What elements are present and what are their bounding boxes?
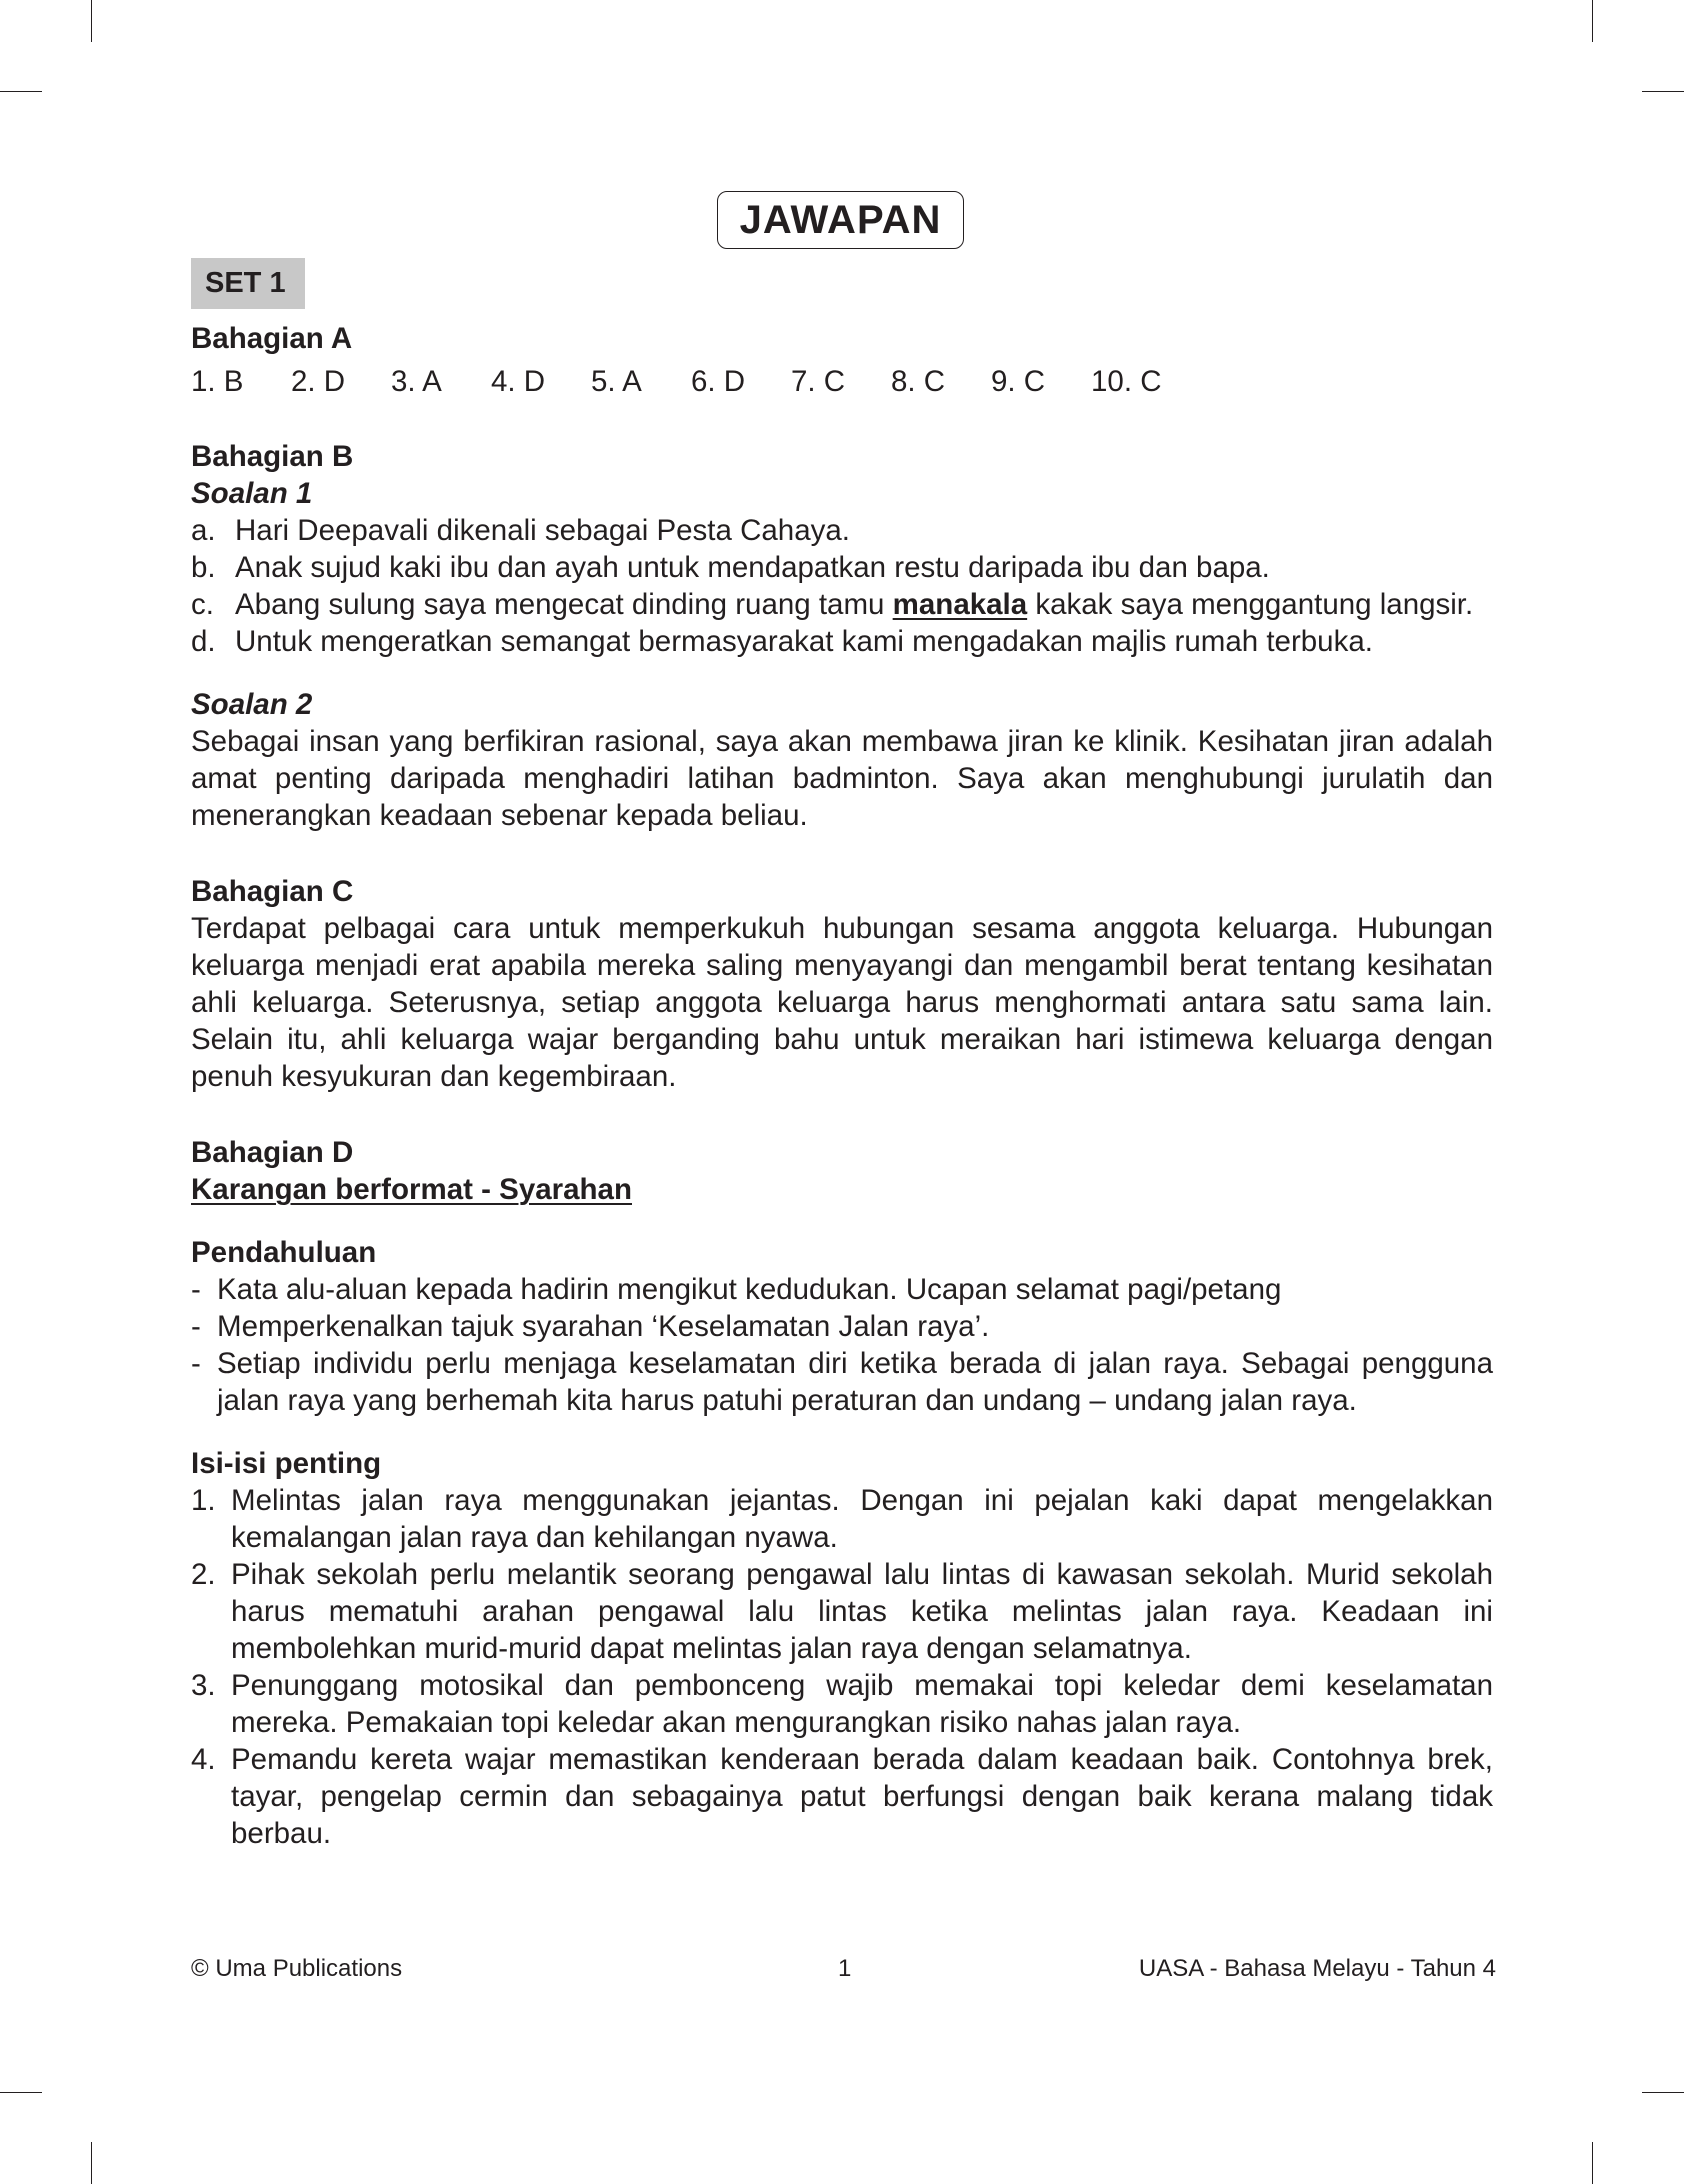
item-text: Kata alu-aluan kepada hadirin mengikut kedudukan. Ucapan selamat pagi/petang [217,1273,1282,1306]
item-label: 1. [191,1484,216,1517]
answer-item: 3. A [391,365,442,398]
bahagian-d-heading: Bahagian D [191,1136,354,1169]
dash-bullet: - [191,1347,201,1380]
list-item [191,1556,1493,1667]
footer-publisher: © Uma Publications [191,1955,403,1982]
item-text: Hari Deepavali dikenali sebagai Pesta Cahaya. [235,514,850,547]
crop-mark [91,0,92,42]
list-item [191,1741,1493,1852]
answer-item: 7. C [791,365,846,398]
page-title: JAWAPAN [717,191,964,249]
answer-item: 2. D [291,365,346,398]
bahagian-c-text: Terdapat pelbagai cara untuk memperkukuh hubungan sesama anggota keluarga. Hubungan keluarga menjadi erat apabila mereka saling menyayangi dan mengambil berat tentang kesihatan ahli keluarga. Seterusnya, setiap anggota keluarga harus menghormati antara satu sama lain. Selain itu, ahli keluarga wajar berganding bahu untuk meraikan hari istimewa keluarga dengan penuh kesyukuran dan kegembiraan. [191,912,1493,1093]
set-badge: SET 1 [191,258,305,309]
bahagian-a-answers [191,363,1493,400]
answer-item: 1. B [191,365,244,398]
crop-mark [0,2092,42,2093]
answer-item: 10. C [1091,365,1162,398]
item-text: Pemandu kereta wajar memastikan kenderaan berada dalam keadaan baik. Contohnya brek, tayar, pengelap cermin dan sebagainya patut berfungsi dengan baik kerana malang tidak berbau. [231,1743,1493,1850]
underlined-word: manakala [892,588,1028,621]
list-item [191,1271,1493,1308]
crop-mark [0,91,42,92]
soalan-2-text: Sebagai insan yang berfikiran rasional, saya akan membawa jiran ke klinik. Kesihatan jiran adalah amat penting daripada menghadiri latihan badminton. Saya akan menghubungi jurulatih dan menerangkan keadaan sebenar kepada beliau. [191,725,1493,832]
item-text: Melintas jalan raya menggunakan jejantas. Dengan ini pejalan kaki dapat mengelakkan kemalangan jalan raya dan kehilangan nyawa. [231,1484,1493,1554]
crop-mark [1592,0,1593,42]
answer-content [191,320,1493,1852]
list-item [191,1482,1493,1556]
list-item [191,623,1493,660]
soalan-2-heading: Soalan 2 [191,688,313,721]
list-item [191,1345,1493,1419]
list-item [191,586,1493,623]
item-label: 4. [191,1743,216,1776]
crop-mark [1592,2142,1593,2184]
answer-item: 9. C [991,365,1046,398]
item-text: Setiap individu perlu menjaga keselamatan diri ketika berada di jalan raya. Sebagai pengguna jalan raya yang berhemah kita harus patuhi peraturan dan undang – undang jalan raya. [217,1347,1493,1417]
pendahuluan-heading: Pendahuluan [191,1236,377,1269]
item-text: Anak sujud kaki ibu dan ayah untuk mendapatkan restu daripada ibu dan bapa. [235,551,1270,584]
answer-item: 4. D [491,365,546,398]
list-item [191,1667,1493,1741]
dash-bullet: - [191,1310,201,1343]
answer-item: 6. D [691,365,746,398]
item-text: Penunggang motosikal dan pembonceng wajib memakai topi keledar demi keselamatan mereka. Pemakaian topi keledar akan mengurangkan risiko nahas jalan raya. [231,1669,1493,1739]
bahagian-a-heading: Bahagian A [191,322,353,355]
list-item [191,512,1493,549]
answer-item: 8. C [891,365,946,398]
footer-subject: UASA - Bahasa Melayu - Tahun 4 [1138,1955,1496,1982]
page-number: 1 [838,1955,852,1982]
bahagian-b-heading: Bahagian B [191,440,354,473]
item-label: a. [191,514,216,547]
item-label: 3. [191,1669,216,1702]
item-label: 2. [191,1558,216,1591]
crop-mark [1642,91,1684,92]
item-label: b. [191,551,216,584]
list-item [191,549,1493,586]
crop-mark [91,2142,92,2184]
list-item [191,1308,1493,1345]
crop-mark [1642,2092,1684,2093]
item-text: Memperkenalkan tajuk syarahan ‘Keselamatan Jalan raya’. [217,1310,990,1343]
item-text: Abang sulung saya mengecat dinding ruang tamu manakala kakak saya menggantung langsir. [235,588,1474,621]
bahagian-d-subtitle: Karangan berformat - Syarahan [191,1173,632,1206]
bahagian-c-heading: Bahagian C [191,875,354,908]
item-text: Pihak sekolah perlu melantik seorang pengawal lalu lintas di kawasan sekolah. Murid sekolah harus mematuhi arahan pengawal lalu lintas ketika melintas jalan raya. Keadaan ini membolehkan murid-murid dapat melintas jalan raya dengan selamatnya. [231,1558,1493,1665]
soalan-1-heading: Soalan 1 [191,477,313,510]
answer-item: 5. A [591,365,642,398]
isi-heading: Isi-isi penting [191,1447,382,1480]
dash-bullet: - [191,1273,201,1306]
item-text: Untuk mengeratkan semangat bermasyarakat kami mengadakan majlis rumah terbuka. [235,625,1373,658]
item-label: d. [191,625,216,658]
item-label: c. [191,588,214,621]
